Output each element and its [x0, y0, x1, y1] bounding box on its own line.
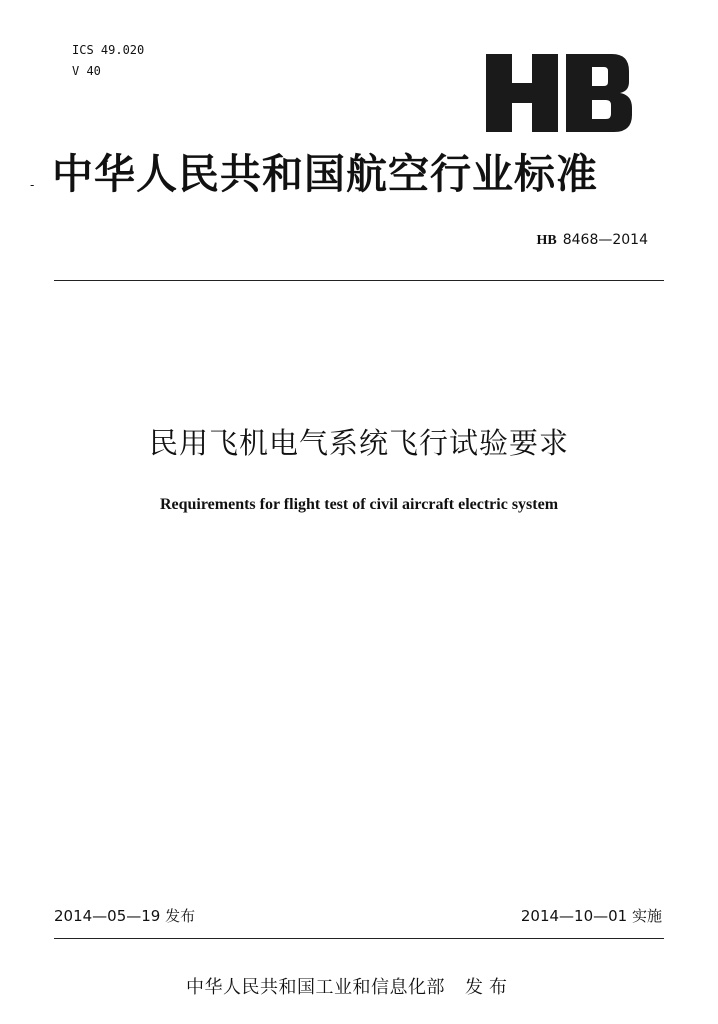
scan-mark: - — [30, 178, 35, 192]
standard-number — [537, 231, 649, 250]
standard-organization: 中华人民共和国航空行业标准 — [52, 150, 598, 198]
publish-action: 发布 — [465, 977, 513, 998]
bottom-divider — [54, 938, 664, 939]
ics-code: ICS 49.020 — [72, 43, 145, 57]
document-title-chinese: 民用飞机电气系统飞行试验要求 — [148, 426, 569, 460]
standard-number-value: 8468—2014 — [562, 232, 648, 248]
publisher-name: 中华人民共和国工业和信息化部 — [186, 977, 445, 998]
hb-logo — [486, 54, 632, 132]
publisher — [186, 976, 513, 1000]
issue-date: 2014—05—19 发布 — [54, 907, 196, 925]
document-title-english: Requirements for flight test of civil aircraft electric system — [159, 496, 559, 513]
ccs-code: V 40 — [72, 64, 101, 78]
standard-number-prefix: HB — [536, 233, 557, 248]
top-divider — [54, 280, 664, 281]
implementation-date: 2014—10—01 实施 — [520, 907, 662, 925]
